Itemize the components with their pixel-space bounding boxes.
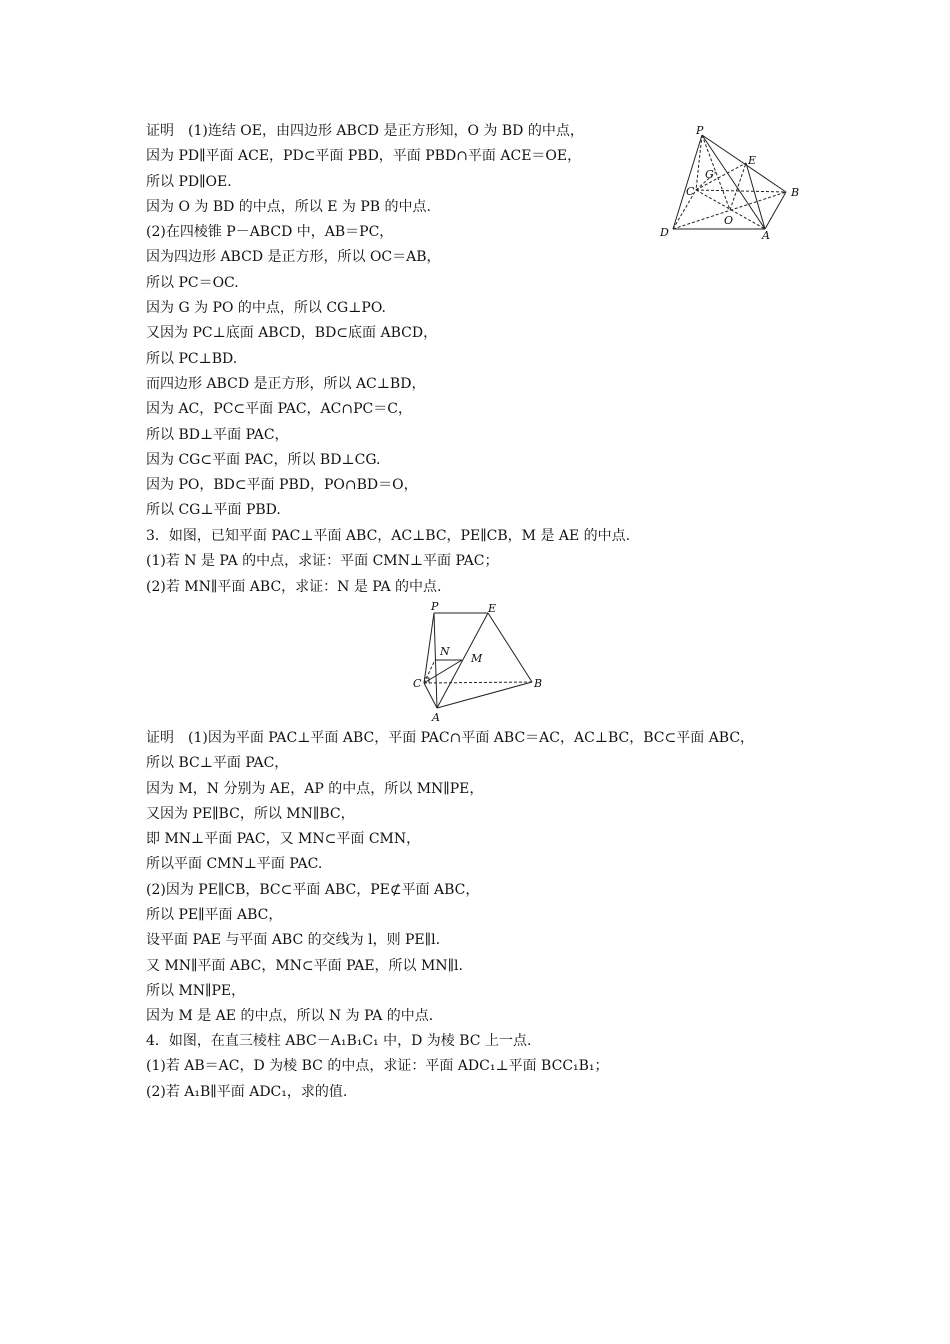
proof2-line: 即 MN⊥平面 PAC，又 MN⊂平面 CMN， — [146, 831, 421, 848]
proof2-line: 所以 BC⊥平面 PAC， — [146, 755, 289, 772]
label-A: A — [762, 229, 770, 242]
proof1-line: 因为 O 为 BD 的中点，所以 E 为 PB 的中点. — [146, 198, 431, 215]
proof1-line: (2)在四棱锥 P－ABCD 中，AB＝PC， — [146, 224, 394, 241]
proof2-line: 又因为 PE∥BC，所以 MN∥BC， — [146, 805, 355, 822]
proof-2 — [146, 726, 754, 1030]
plane-figure — [410, 598, 550, 724]
proof1-line: 因为 AC，PC⊂平面 PAC，AC∩PC＝C， — [146, 401, 412, 418]
label-G: G — [705, 168, 714, 181]
problem3-line: (1)若 N 是 PA 的中点，求证：平面 CMN⊥平面 PAC； — [146, 553, 499, 570]
problem3-line: (2)若 MN∥平面 ABC，求证：N 是 PA 的中点. — [146, 578, 442, 595]
label-P: P — [696, 124, 704, 137]
proof1-line: 因为四边形 ABCD 是正方形，所以 OC＝AB， — [146, 249, 441, 266]
proof1-line: 因为 PO，BD⊂平面 PBD，PO∩BD＝O， — [146, 477, 418, 494]
proof2-line: 所以 MN∥PE， — [146, 982, 246, 999]
problem4-line: 4．如图，在直三棱柱 ABC－A₁B₁C₁ 中，D 为棱 BC 上一点. — [146, 1033, 532, 1049]
label-C: C — [686, 185, 695, 198]
proof1-line: 所以 PC＝OC. — [146, 274, 239, 291]
proof2-line: 所以 PE∥平面 ABC， — [146, 907, 283, 924]
label-N: N — [440, 645, 450, 658]
proof1-line: 证明 (1)连结 OE，由四边形 ABCD 是正方形知，O 为 BD 的中点， — [146, 123, 584, 139]
label-P: P — [431, 600, 439, 613]
proof-1 — [146, 119, 584, 524]
label-C: C — [413, 677, 422, 690]
proof1-line: 所以 PC⊥BD. — [146, 350, 238, 367]
problem4-line: (1)若 AB＝AC，D 为棱 BC 的中点，求证：平面 ADC₁⊥平面 BCC₁B₁； — [146, 1058, 609, 1075]
proof1-line: 所以 PD∥OE. — [146, 173, 232, 190]
proof1-line: 因为 CG⊂平面 PAC，所以 BD⊥CG. — [146, 451, 381, 468]
problem4-line: (2)若 A₁B∥平面 ADC₁，求的值. — [146, 1083, 348, 1100]
label-E: E — [748, 154, 757, 167]
proof1-line: 而四边形 ABCD 是正方形，所以 AC⊥BD， — [146, 375, 426, 392]
proof1-line: 所以 CG⊥平面 PBD. — [146, 502, 281, 519]
proof2-line: 证明 (1)因为平面 PAC⊥平面 ABC，平面 PAC∩平面 ABC＝AC，AC⊥BC，BC⊂平面 ABC， — [146, 730, 755, 746]
proof2-line: (2)因为 PE∥CB，BC⊂平面 ABC，PE⊄平面 ABC， — [146, 881, 480, 898]
label-D: D — [660, 226, 669, 239]
problem-4 — [146, 1029, 609, 1105]
label-E: E — [488, 602, 497, 615]
label-B: B — [534, 677, 543, 690]
proof1-line: 因为 G 为 PO 的中点，所以 CG⊥PO. — [146, 300, 386, 317]
proof1-line: 又因为 PC⊥底面 ABCD，BD⊂底面 ABCD， — [146, 325, 438, 342]
label-B: B — [791, 186, 800, 199]
label-O: O — [724, 214, 734, 227]
label-A: A — [432, 711, 440, 724]
proof2-line: 设平面 PAE 与平面 ABC 的交线为 l，则 PE∥l. — [146, 932, 441, 949]
label-M: M — [471, 652, 483, 665]
proof1-line: 所以 BD⊥平面 PAC， — [146, 426, 289, 443]
proof2-line: 因为 M 是 AE 的中点，所以 N 为 PA 的中点. — [146, 1008, 434, 1025]
problem3-line: 3．如图，已知平面 PAC⊥平面 ABC，AC⊥BC，PE∥CB，M 是 AE 的中点. — [146, 528, 631, 544]
proof2-line: 所以平面 CMN⊥平面 PAC. — [146, 856, 323, 873]
proof2-line: 又 MN∥平面 ABC，MN⊂平面 PAE，所以 MN∥l. — [146, 957, 463, 974]
pyramid-figure — [655, 122, 815, 242]
problem-3 — [146, 524, 630, 600]
proof2-line: 因为 M，N 分别为 AE，AP 的中点，所以 MN∥PE， — [146, 780, 484, 797]
proof1-line: 因为 PD∥平面 ACE，PD⊂平面 PBD，平面 PBD∩平面 ACE＝OE， — [146, 148, 582, 165]
